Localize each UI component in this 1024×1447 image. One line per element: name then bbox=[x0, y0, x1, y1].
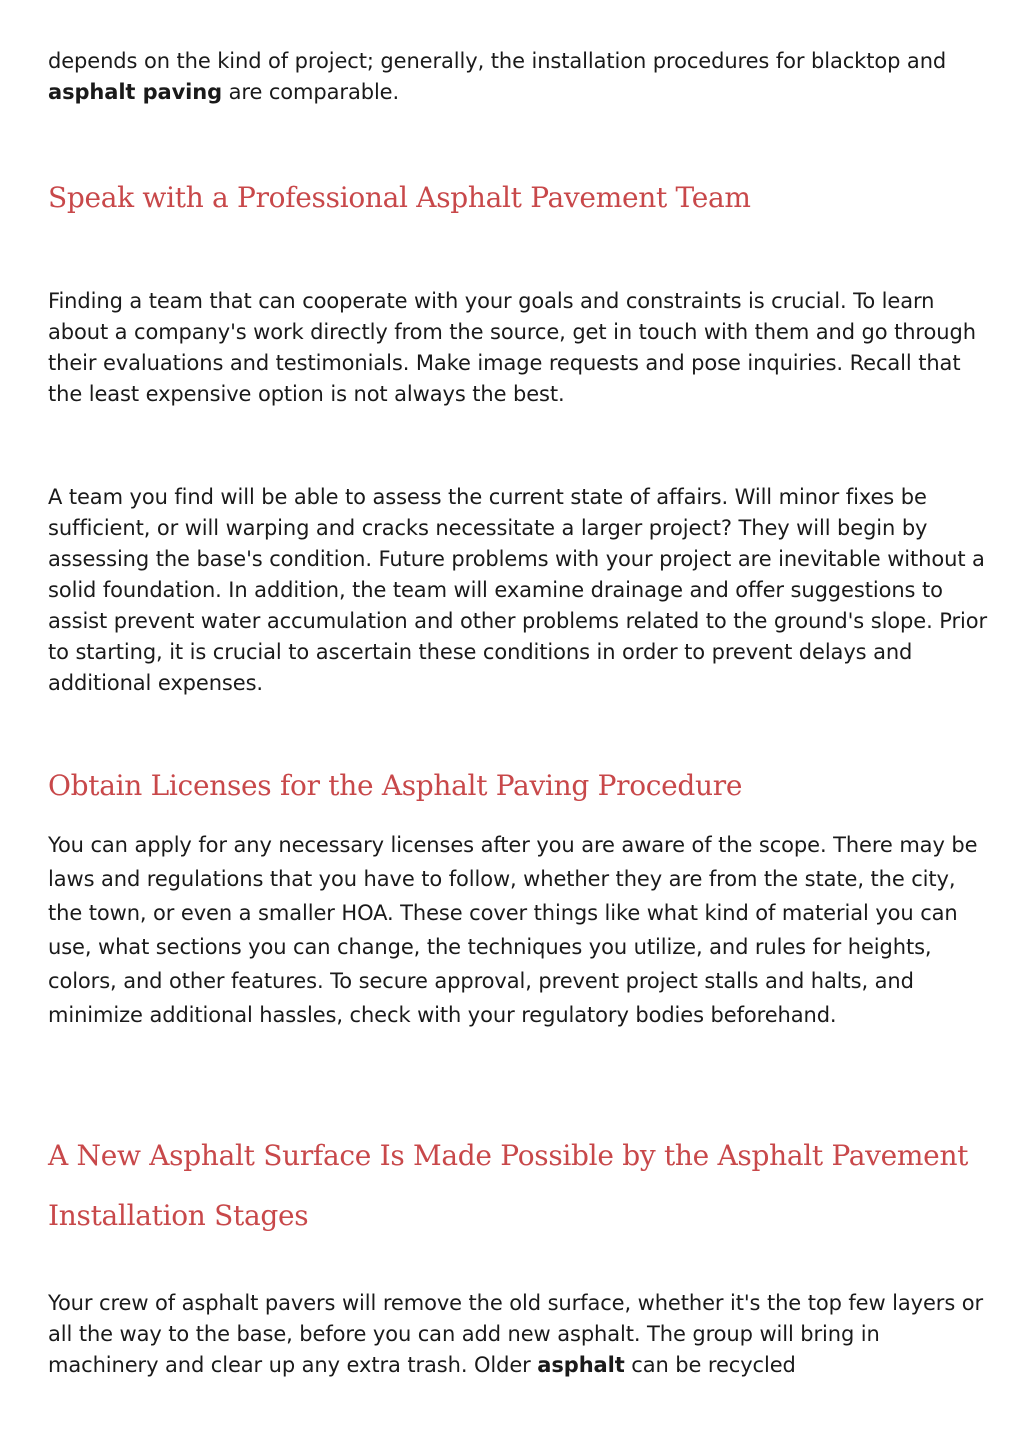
intro-text-start: depends on the kind of project; generally, the installation procedures for blacktop and bbox=[48, 49, 947, 73]
team-paragraph-1: Finding a team that can cooperate with your goals and constraints is crucial. To learn about a company's work directly from the source, get in touch with them and go through their evaluations and testimonials. Make image requests and pose inquiries. Recall that the least expensive option is not always the best. bbox=[48, 289, 976, 406]
stages-text-start: Your crew of asphalt pavers will remove the old surface, whether it's the top few layers or all the way to the base, before you can add new asphalt. The group will bring in machinery and clear up any extra trash. Older bbox=[48, 1291, 984, 1377]
heading-installation-stages: A New Asphalt Surface Is Made Possible by the Asphalt Pavement Installation Stages bbox=[48, 1139, 969, 1232]
licenses-paragraph: You can apply for any necessary licenses after you are aware of the scope. There may be laws and regulations that you have to follow, whether they are from the state, the city, the town, or even a smaller HOA. These cover things like what kind of material you can use, what sections you can change, the techniques you utilize, and rules for heights, colors, and other features. To secure approval, prevent project stalls and halts, and minimize additional hassles, check with your regulatory bodies beforehand. bbox=[48, 833, 978, 1027]
intro-text-end: are comparable. bbox=[222, 80, 400, 104]
team-paragraph-2: A team you find will be able to assess the current state of affairs. Will minor fixes be sufficient, or will warping and cracks necessitate a larger project? They will begin by assessing the base's condition. Future problems with your project are inevitable without a solid foundation. In addition, the team will examine drainage and offer suggestions to assist prevent water accumulation and other problems related to the ground's slope. Prior to starting, it is crucial to ascertain these conditions in order to prevent delays and additional expenses. bbox=[48, 485, 987, 695]
stages-bold-term: asphalt bbox=[537, 1353, 625, 1377]
intro-bold-term: asphalt paving bbox=[48, 80, 223, 104]
intro-paragraph bbox=[48, 46, 988, 108]
heading-obtain-licenses: Obtain Licenses for the Asphalt Paving Procedure bbox=[48, 769, 743, 802]
stages-text-end: can be recycled bbox=[624, 1353, 796, 1377]
heading-professional-team: Speak with a Professional Asphalt Pavement Team bbox=[48, 181, 751, 214]
stages-paragraph bbox=[48, 1288, 988, 1381]
